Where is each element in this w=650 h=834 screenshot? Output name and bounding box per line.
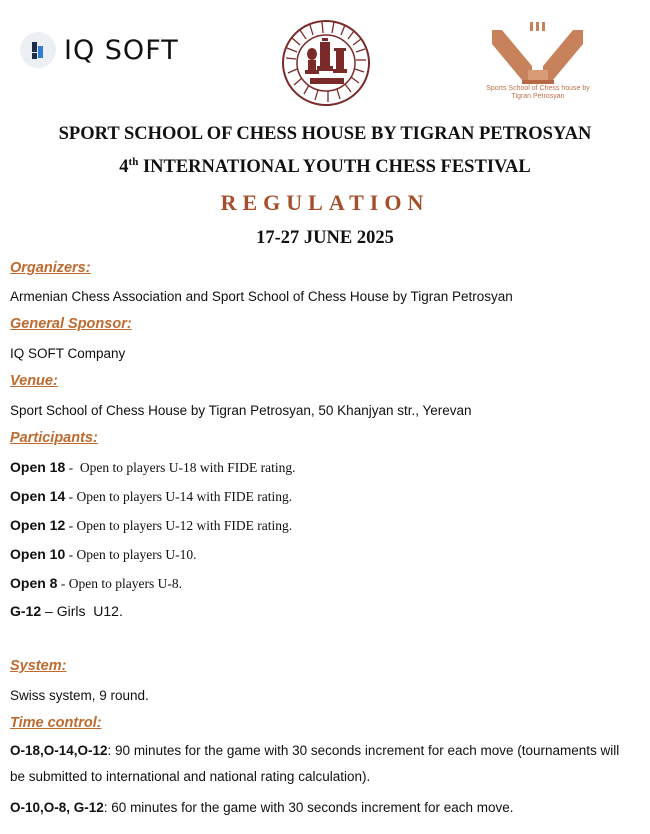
school-name-heading: SPORT SCHOOL OF CHESS HOUSE BY TIGRAN PETROSYAN [58, 124, 592, 144]
system-text: Swiss system, 9 round. [10, 688, 149, 703]
time-control-rule-2 [10, 795, 635, 821]
participant-group-label: Open 8 [10, 575, 58, 591]
participant-group [10, 488, 292, 505]
participant-group-label: Open 14 [10, 488, 66, 504]
logo-bar [0, 0, 650, 120]
participant-group-separator: - [65, 489, 77, 504]
time-control-heading: Time control: [10, 715, 102, 731]
participant-group-label: Open 18 [10, 459, 66, 475]
iq-soft-logo-text: IQ SOFT [64, 34, 179, 66]
festival-name-text: INTERNATIONAL YOUTH CHESS FESTIVAL [138, 157, 531, 177]
participant-group-label: Open 12 [10, 517, 66, 533]
regulation-title: REGULATION [220, 190, 430, 215]
participant-group-description: Open to players U-8. [68, 576, 182, 591]
participant-group-separator: - [57, 576, 69, 591]
participant-group-separator: - [65, 547, 77, 562]
participant-group [10, 603, 123, 619]
iq-soft-mark-icon [20, 32, 56, 68]
participant-group-description: Open to players U-10. [76, 547, 197, 562]
participants-heading: Participants: [10, 430, 98, 446]
participant-group [10, 459, 295, 476]
festival-dates: 17-27 JUNE 2025 [256, 228, 394, 248]
festival-edition-suffix: th [128, 156, 139, 168]
participant-group [10, 575, 182, 592]
iq-soft-logo [20, 32, 179, 68]
participant-group-label: G-12 [10, 603, 42, 619]
festival-name-heading [0, 156, 650, 178]
participant-group-description: Open to players U-14 with FIDE rating. [76, 489, 293, 504]
system-heading: System: [10, 658, 67, 674]
time-control-rule-1-label: O-18,O-14,O-12 [10, 743, 108, 758]
time-control-rule-2-label: O-10,O-8, G-12 [10, 800, 104, 815]
participant-group [10, 546, 196, 563]
time-control-rule-1-text: : 90 minutes for the game with 30 seconds increment for each move (tournaments will be submitted to international and national rating calculation). [10, 743, 620, 784]
armenian-chess-association-seal-icon [278, 18, 374, 108]
participant-group [10, 517, 292, 534]
venue-heading: Venue: [10, 373, 58, 389]
participant-group-label: Open 10 [10, 546, 66, 562]
time-control-rule-2-text: : 60 minutes for the game with 30 seconds increment for each move. [103, 800, 514, 815]
general-sponsor-heading: General Sponsor: [10, 316, 132, 332]
chess-house-emblem-icon [470, 22, 605, 86]
organizers-text: Armenian Chess Association and Sport School of Chess House by Tigran Petrosyan [10, 289, 513, 304]
participant-group-description: Open to players U-12 with FIDE rating. [76, 518, 293, 533]
organizers-heading: Organizers: [10, 260, 91, 276]
festival-edition-number: 4 [119, 157, 129, 177]
participant-group-separator: – [41, 603, 57, 619]
venue-text: Sport School of Chess House by Tigran Petrosyan, 50 Khanjyan str., Yerevan [10, 403, 472, 418]
chess-house-logo-caption: Sports School of Chess house by Tigran Petrosyan [486, 85, 590, 100]
time-control-rule-1 [10, 738, 635, 790]
participant-group-separator: - [65, 460, 80, 475]
general-sponsor-text: IQ SOFT Company [10, 346, 126, 361]
participant-group-description: Open to players U-18 with FIDE rating. [79, 460, 296, 475]
participant-group-description: Girls U12. [56, 603, 123, 619]
chess-house-petrosyan-logo [470, 22, 605, 112]
participant-group-separator: - [65, 518, 77, 533]
